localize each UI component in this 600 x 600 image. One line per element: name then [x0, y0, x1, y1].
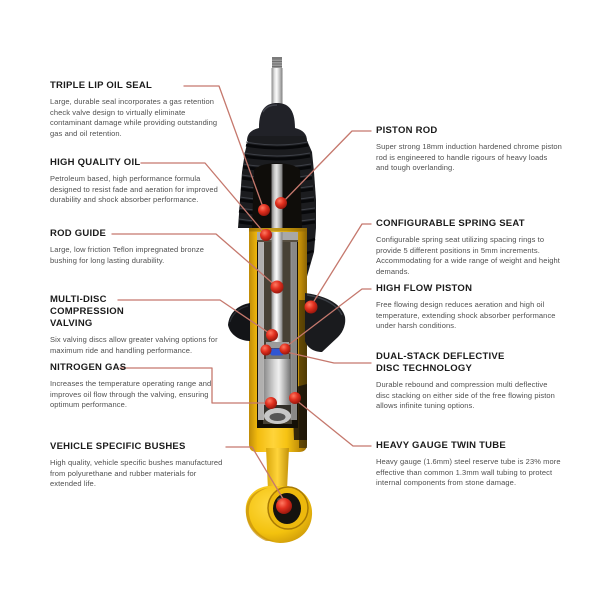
- callout-title: TRIPLE LIP OIL SEAL: [50, 80, 153, 91]
- eyelet-bush-graphic: [246, 448, 312, 543]
- callout-vehicle-specific-bushes: [50, 441, 228, 490]
- callout-description: Durable rebound and compression multi deflective disc stacking on either side of the free flowing piston allows infinite tuning options.: [376, 380, 555, 410]
- callout-title: ROD GUIDE: [50, 228, 107, 239]
- callout-title: MULTI-DISC COMPRESSION VALVING: [50, 294, 125, 329]
- callout-nitrogen-gas: [50, 362, 228, 411]
- reserve-tube-graphic: [249, 228, 307, 452]
- piston-rod-graphic: [272, 57, 283, 110]
- callout-description: Six valving discs allow greater valving options for maximum ride and handling performance.: [50, 335, 218, 355]
- dot-triple-lip-oil-seal: [258, 204, 270, 216]
- callout-description: Large, durable seal incorporates a gas retention check valve design to virtually eliminate contaminant damage while providing outstanding gas and oil retention.: [50, 97, 218, 138]
- callout-high-flow-piston: [376, 283, 562, 332]
- callout-configurable-spring-seat: [376, 218, 562, 277]
- callout-description: Increases the temperature operating range and improves oil flow through the valving, ensuring optimum performance.: [50, 379, 212, 409]
- callout-description: Heavy gauge (1.6mm) steel reserve tube is 23% more effective than common 1.3mm wall tubing to protect internal components from stone damage.: [376, 457, 561, 487]
- callout-description: High quality, vehicle specific bushes manufactured from polyurethane and rubber materials for extended life.: [50, 458, 223, 488]
- callout-description: Super strong 18mm induction hardened chrome piston rod is engineered to handle rigours of heavy loads and tough overlanding.: [376, 142, 562, 172]
- callout-description: Free flowing design reduces aeration and high oil temperature, extending shock absorber performance under harsh conditions.: [376, 300, 556, 330]
- dot-high-quality-oil: [260, 229, 272, 241]
- dot-piston-rod: [275, 197, 287, 209]
- callout-high-quality-oil: [50, 157, 228, 206]
- callout-rod-guide: [50, 228, 228, 266]
- dot-multi-disc: [266, 329, 278, 341]
- callout-multi-disc-compression-valving: [50, 294, 228, 356]
- dot-nitrogen-gas: [265, 397, 277, 409]
- dot-rod-guide: [271, 281, 284, 294]
- callout-heavy-gauge-twin-tube: [376, 440, 562, 489]
- callout-description: Configurable spring seat utilizing spacing rings to provide 5 different positions in 5mm increments. Accommodating for a wide range of weight and height demands.: [376, 235, 560, 276]
- callout-title: HIGH FLOW PISTON: [376, 283, 473, 294]
- dot-disc-left: [261, 345, 272, 356]
- callout-title: CONFIGURABLE SPRING SEAT: [376, 218, 525, 229]
- callout-title: VEHICLE SPECIFIC BUSHES: [50, 441, 186, 452]
- callout-title: HEAVY GAUGE TWIN TUBE: [376, 440, 506, 451]
- dot-twin-tube: [289, 392, 301, 404]
- callout-piston-rod: [376, 125, 562, 174]
- leader-spring-seat: [311, 224, 371, 306]
- callout-title: NITROGEN GAS: [50, 362, 127, 373]
- callout-title: DUAL-STACK DEFLECTIVE DISC TECHNOLOGY: [376, 351, 505, 374]
- callout-title: PISTON ROD: [376, 125, 438, 136]
- callout-description: Petroleum based, high performance formula designed to resist fade and aeration for improved durability and shock absorber performance.: [50, 174, 218, 204]
- callout-description: Large, low friction Teflon impregnated bronze bushing for long lasting durability.: [50, 245, 205, 265]
- leader-twin-tube: [296, 400, 371, 446]
- dot-vehicle-bushes: [276, 498, 292, 514]
- dot-spring-seat: [305, 301, 318, 314]
- callout-title: HIGH QUALITY OIL: [50, 157, 141, 168]
- callout-dual-stack-deflective-disc: [376, 351, 562, 412]
- callout-triple-lip-oil-seal: [50, 80, 228, 139]
- dot-disc-right: [280, 344, 291, 355]
